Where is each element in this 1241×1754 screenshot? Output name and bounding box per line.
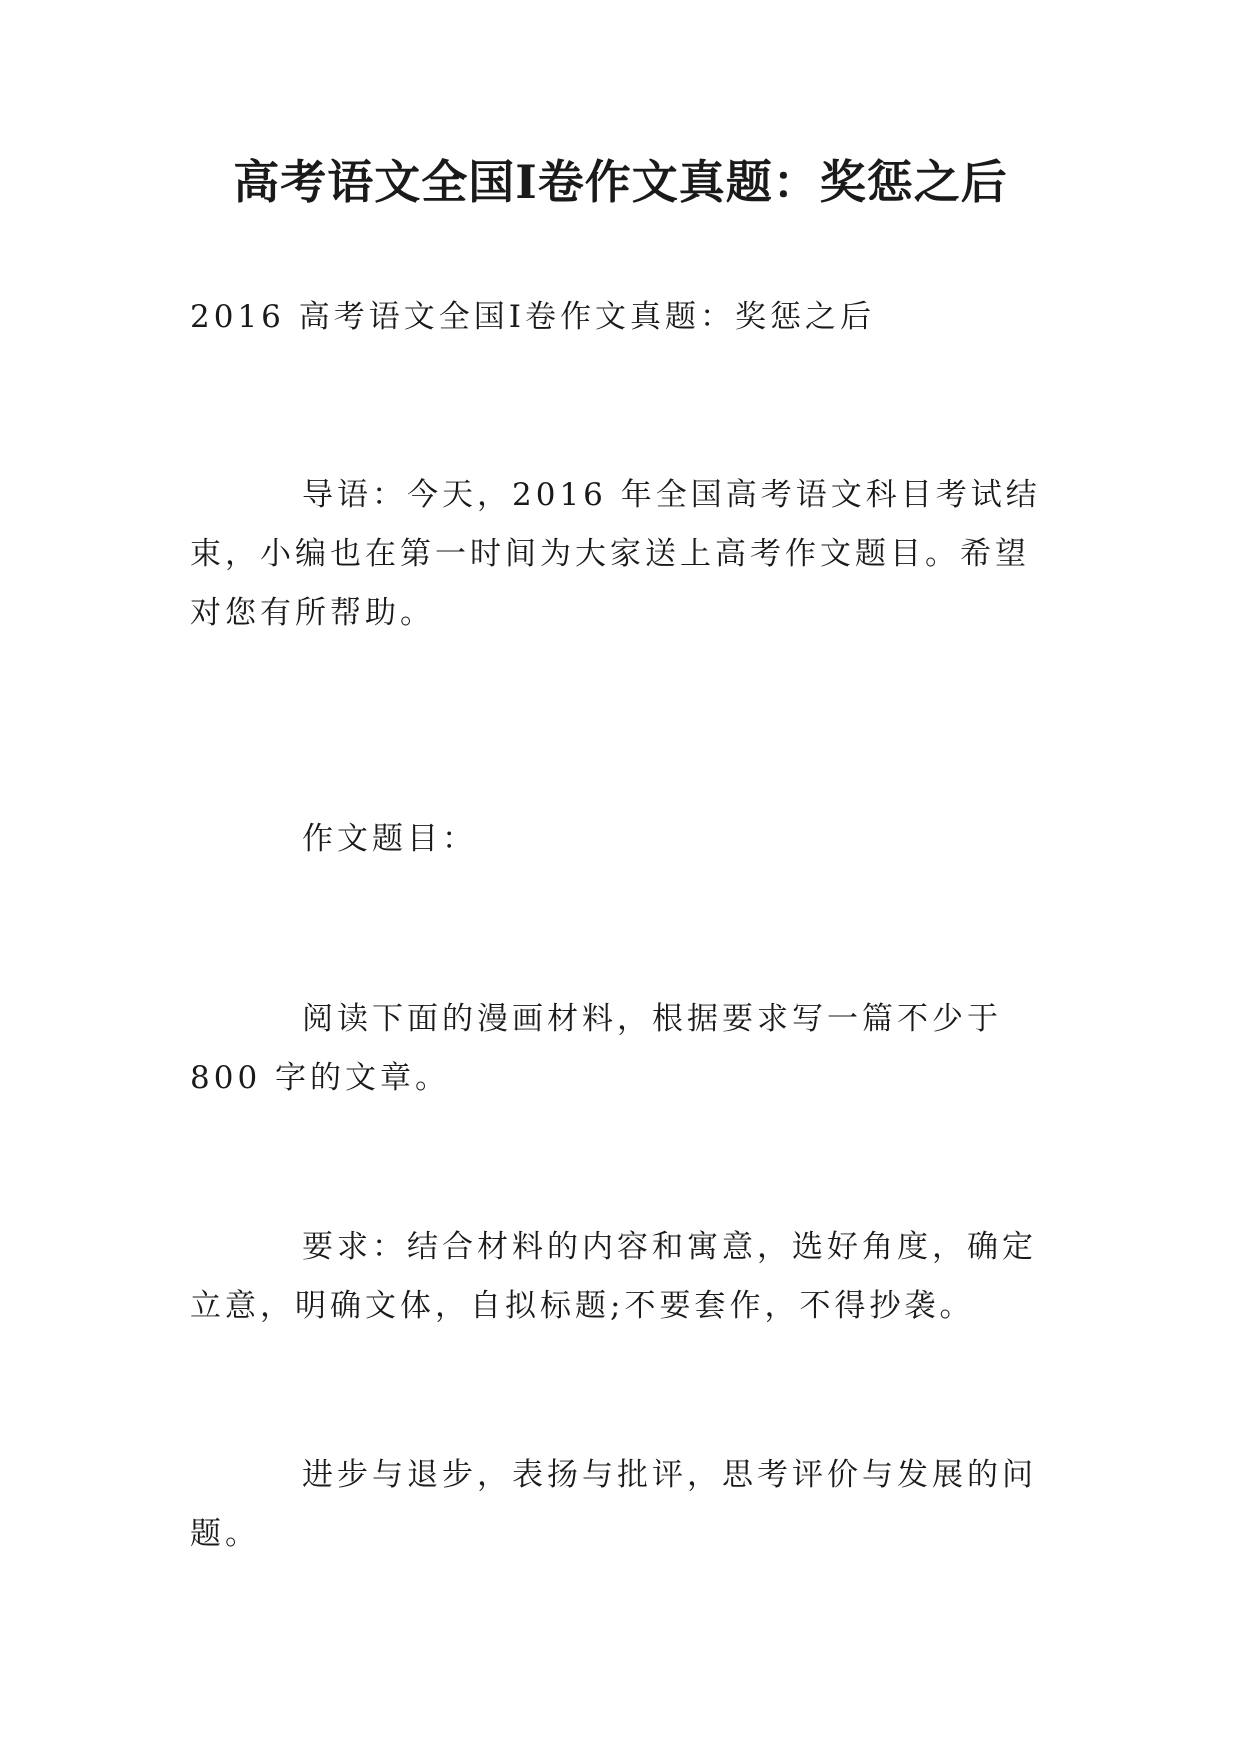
document-title: 高考语文全国Ⅰ卷作文真题：奖惩之后 [233, 155, 1008, 209]
intro-paragraph: 导语：今天，2016 年全国高考语文科目考试结束，小编也在第一时间为大家送上高考作文题目。希望对您有所帮助。 [190, 477, 1041, 631]
prompt-heading: 作文题目： [302, 821, 477, 857]
requirements-paragraph: 要求：结合材料的内容和寓意，选好角度，确定立意，明确文体，自拟标题;不要套作，不得抄袭。 [190, 1229, 1037, 1324]
theme-paragraph: 进步与退步，表扬与批评，思考评价与发展的问题。 [190, 1457, 1037, 1552]
prompt-body-paragraph: 阅读下面的漫画材料，根据要求写一篇不少于 800 字的文章。 [190, 1001, 1002, 1096]
document-subtitle: 2016 高考语文全国Ⅰ卷作文真题：奖惩之后 [190, 299, 875, 335]
